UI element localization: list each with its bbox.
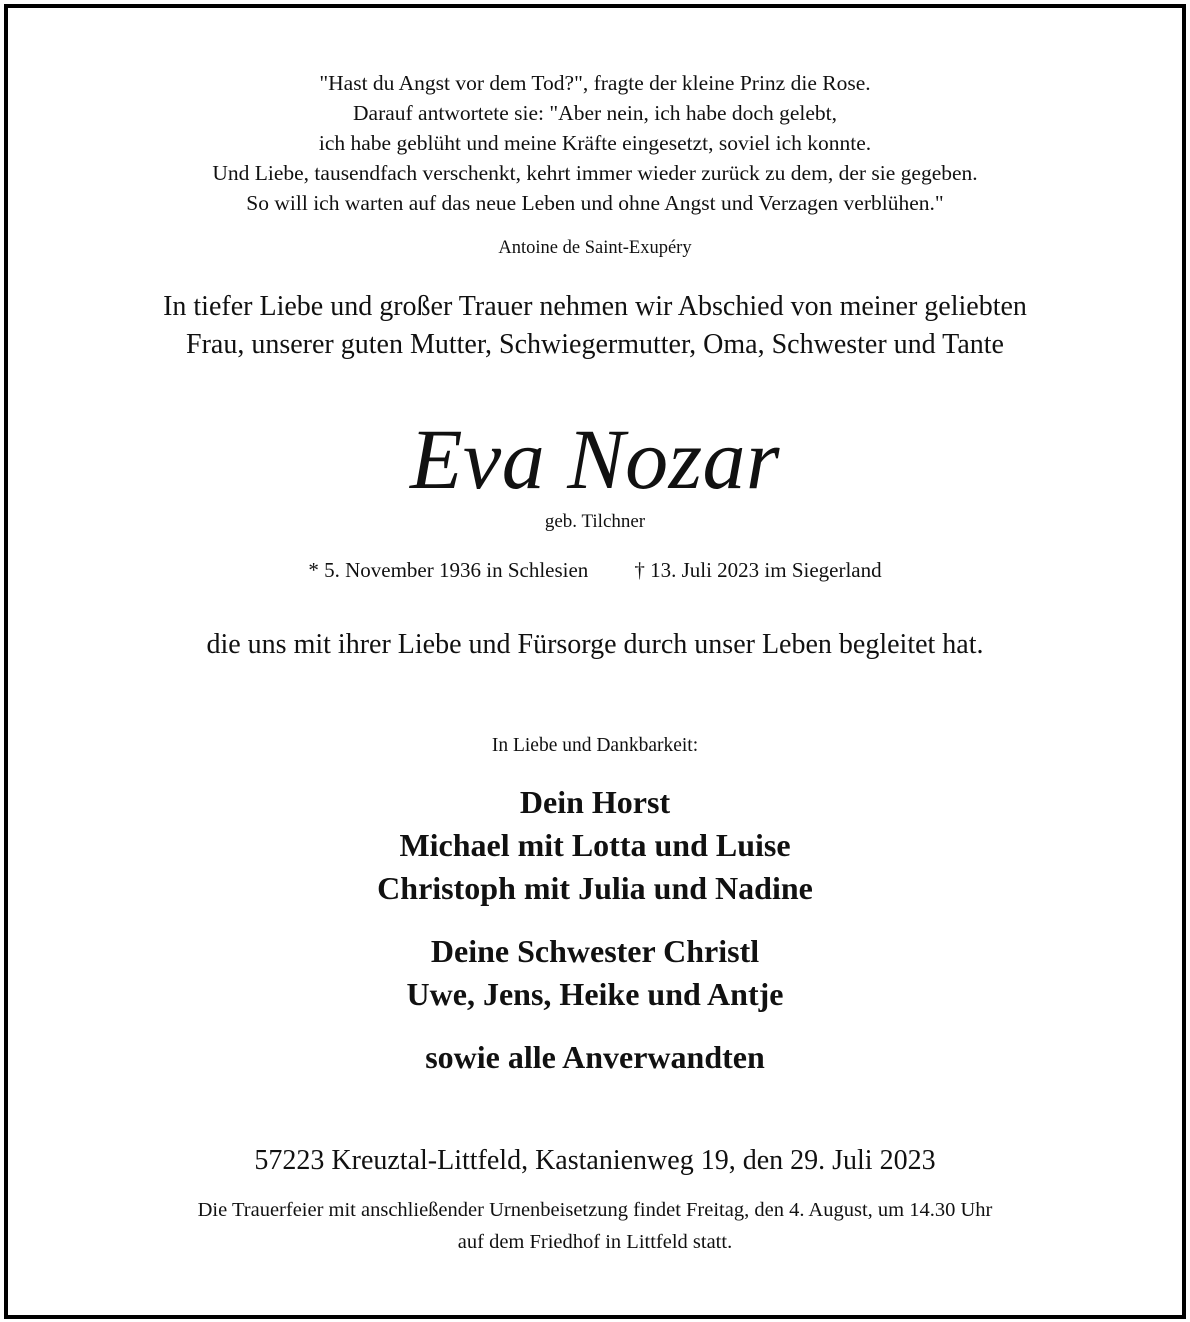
maiden-name: geb. Tilchner <box>544 511 646 532</box>
intro-line: In tiefer Liebe und großer Trauer nehmen wir Abschied von meiner geliebten <box>163 291 1027 322</box>
quote-line: Und Liebe, tausendfach verschenkt, kehrt immer wieder zurück zu dem, der sie gegeben. <box>212 161 978 185</box>
quote-line: Darauf antwortete sie: "Aber nein, ich habe doch gelebt, <box>353 101 837 125</box>
family-line: Uwe, Jens, Heike und Antje <box>406 976 784 1012</box>
deceased-name: Eva Nozar <box>410 411 780 507</box>
family-line: Christoph mit Julia und Nadine <box>377 870 813 906</box>
intro-line: Frau, unserer guten Mutter, Schwiegermutter, Oma, Schwester und Tante <box>186 329 1004 360</box>
quote-line: "Hast du Angst vor dem Tod?", fragte der kleine Prinz die Rose. <box>319 71 871 95</box>
family-line: Dein Horst <box>519 784 671 820</box>
quote-author: Antoine de Saint-Exupéry <box>498 238 692 258</box>
funeral-line: Die Trauerfeier mit anschließender Urnenbeisetzung findet Freitag, den 4. August, um 14.30 Uhr <box>197 1199 993 1221</box>
family-line: Deine Schwester Christl <box>430 933 760 969</box>
funeral-line: auf dem Friedhof in Littfeld statt. <box>457 1231 733 1253</box>
family-line: Michael mit Lotta und Luise <box>399 827 791 863</box>
birth-date: * 5. November 1936 in Schlesien <box>308 558 589 582</box>
address-date: 57223 Kreuztal-Littfeld, Kastanienweg 19, den 29. Juli 2023 <box>254 1145 936 1176</box>
quote-line: ich habe geblüht und meine Kräfte eingesetzt, soviel ich konnte. <box>318 131 872 155</box>
death-date: † 13. Juli 2023 im Siegerland <box>634 558 882 582</box>
life-dates <box>8 558 1182 583</box>
tribute-text: die uns mit ihrer Liebe und Fürsorge durch unser Leben begleitet hat. <box>206 629 984 660</box>
quote-line: So will ich warten auf das neue Leben und ohne Angst und Verzagen verblühen." <box>246 191 944 215</box>
obituary-frame <box>4 4 1186 1319</box>
family-relatives: sowie alle Anverwandten <box>425 1039 765 1075</box>
thanks-heading: In Liebe und Dankbarkeit: <box>491 735 699 756</box>
